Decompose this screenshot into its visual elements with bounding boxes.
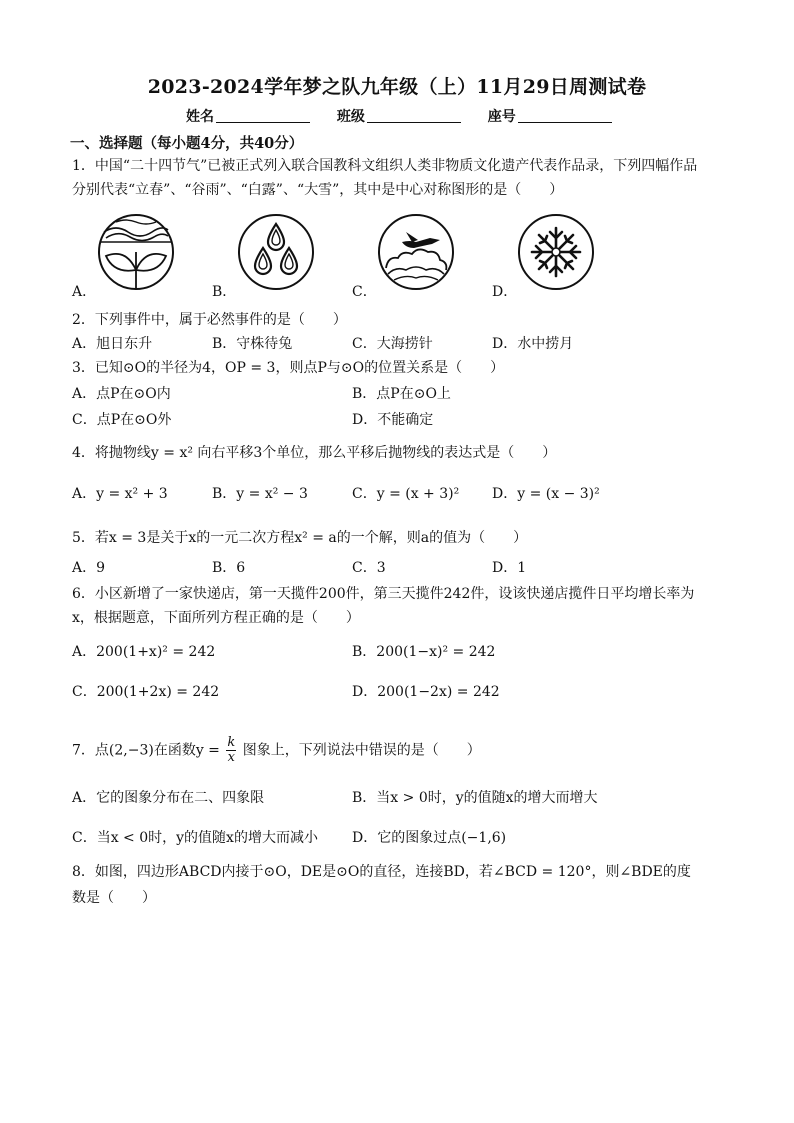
q3-option-d: D．不能确定 <box>352 412 434 428</box>
q2-option-c: C．大海捞针 <box>352 336 433 352</box>
q5-option-a: A．9 <box>72 560 106 576</box>
q6-stem-line2: x，根据题意，下面所列方程正确的是（ ） <box>72 610 360 626</box>
q3-stem: 3．已知⊙O的半径为4，OP = 3，则点P与⊙O的位置关系是（ ） <box>72 360 505 376</box>
q5-stem: 5．若x = 3是关于x的一元二次方程x² = a的一个解，则a的值为（ ） <box>72 530 528 546</box>
student-info <box>186 106 634 126</box>
q7-option-b: B．当x > 0时，y的值随x的增大而增大 <box>352 790 598 806</box>
q4-option-d: D．y = (x − 3)² <box>492 486 600 502</box>
seat-blank[interactable] <box>518 108 612 123</box>
q3-option-c: C．点P在⊙O外 <box>72 412 172 428</box>
bailu-icon <box>376 212 456 292</box>
q1-option-b: B． <box>212 284 237 300</box>
section-heading: 一、选择题（每小题4分，共40分） <box>70 135 304 152</box>
q5-option-d: D．1 <box>492 560 527 576</box>
q7-fraction <box>226 736 236 765</box>
q7-option-c: C．当x < 0时，y的值随x的增大而减小 <box>72 830 318 846</box>
page-title: 2023-2024学年梦之队九年级（上）11月29日周测试卷 <box>147 76 647 98</box>
q3-option-b: B．点P在⊙O上 <box>352 386 451 402</box>
name-label: 姓名 <box>186 109 214 125</box>
q6-option-a: A．200(1+x)² = 242 <box>72 644 216 660</box>
q8-stem-line2: 数是（ ） <box>72 890 156 906</box>
q2-option-d: D．水中捞月 <box>492 336 574 352</box>
q7-stem <box>72 736 481 765</box>
q4-option-c: C．y = (x + 3)² <box>352 486 460 502</box>
q2-option-b: B．守株待兔 <box>212 336 293 352</box>
daxue-icon <box>516 212 596 292</box>
guyu-icon <box>236 212 316 292</box>
name-blank[interactable] <box>216 108 310 123</box>
q7-stem-post: 图象上，下列说法中错误的是（ ） <box>242 742 481 759</box>
q6-stem-line1: 6．小区新增了一家快递店，第一天揽件200件，第三天揽件242件，设该快递店揽件日平均增长率为 <box>72 586 695 602</box>
q1-option-c: C． <box>352 284 377 300</box>
q2-stem: 2．下列事件中，属于必然事件的是（ ） <box>72 312 347 328</box>
q8-stem-line1: 8．如图，四边形ABCD内接于⊙O，DE是⊙O的直径，连接BD，若∠BCD = 120°，则∠BDE的度 <box>72 864 691 880</box>
q6-option-b: B．200(1−x)² = 242 <box>352 644 496 660</box>
q1-stem-line1: 1．中国“二十四节气”已被正式列入联合国教科文组织人类非物质文化遗产代表作品录，下列四幅作品 <box>72 158 698 174</box>
q7-frac-num: k <box>227 735 236 750</box>
q1-stem-line2: 分别代表“立春”、“谷雨”、“白露”、“大雪”，其中是中心对称图形的是（ ） <box>72 182 564 198</box>
q7-option-a: A．它的图象分布在二、四象限 <box>72 790 265 806</box>
q6-option-c: C．200(1+2x) = 242 <box>72 684 220 700</box>
lichun-icon <box>96 212 176 292</box>
q7-option-d: D．它的图象过点(−1,6) <box>352 830 507 846</box>
q4-stem: 4．将抛物线y = x² 向右平移3个单位，那么平移后抛物线的表达式是（ ） <box>72 445 557 461</box>
q3-option-a: A．点P在⊙O内 <box>72 386 171 402</box>
class-blank[interactable] <box>367 108 461 123</box>
q7-frac-den: x <box>227 750 235 765</box>
class-label: 班级 <box>336 109 365 125</box>
q6-option-d: D．200(1−2x) = 242 <box>352 684 500 700</box>
q7-stem-pre: 7．点(2,−3)在函数y = <box>72 742 220 759</box>
q4-option-b: B．y = x² − 3 <box>212 486 308 502</box>
q4-option-a: A．y = x² + 3 <box>72 486 168 502</box>
q1-option-d: D． <box>492 284 518 300</box>
q5-option-c: C．3 <box>352 560 386 576</box>
q1-option-a: A． <box>72 284 97 300</box>
q2-option-a: A．旭日东升 <box>72 336 153 352</box>
seat-label: 座号 <box>487 109 516 125</box>
q5-option-b: B．6 <box>212 560 246 576</box>
